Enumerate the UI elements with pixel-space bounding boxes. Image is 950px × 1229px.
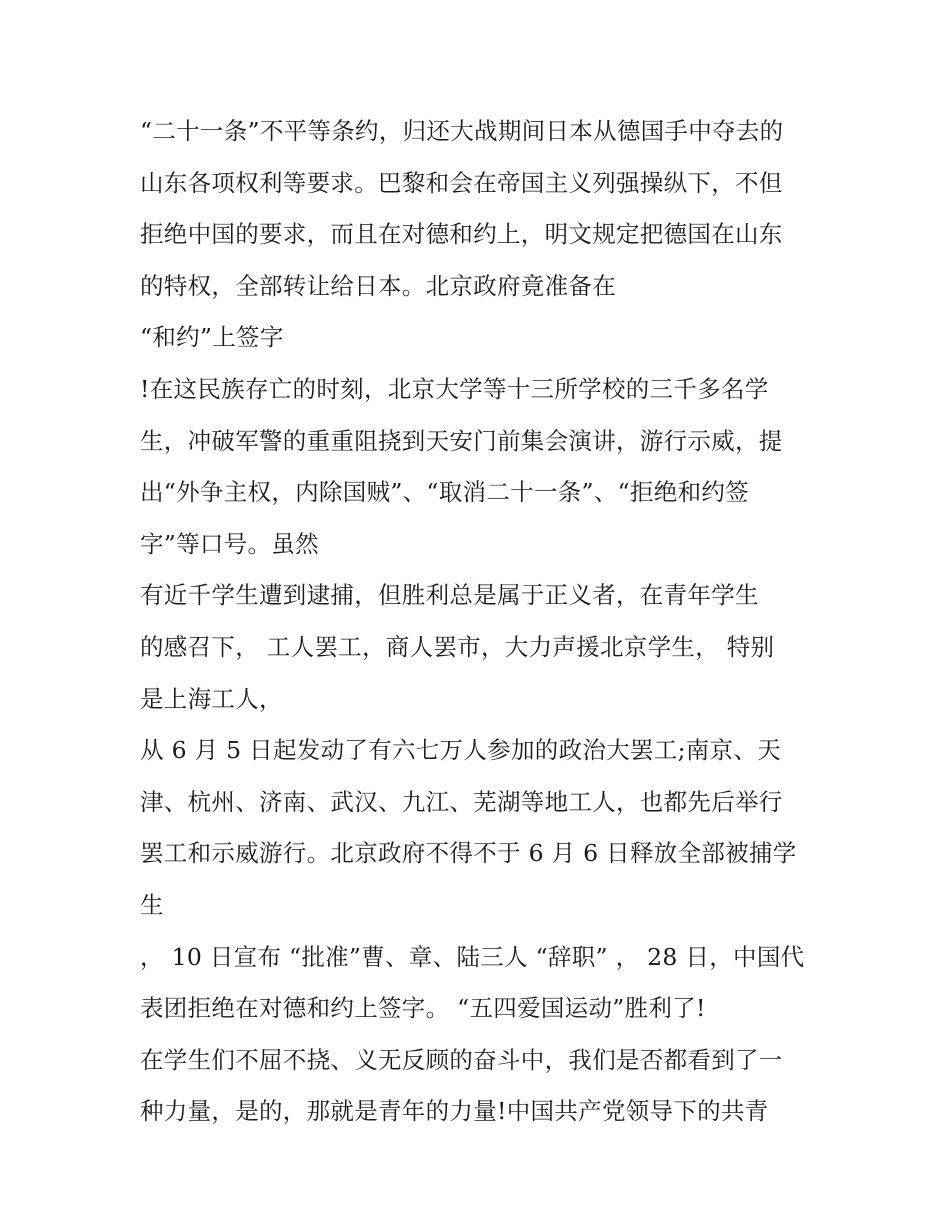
text-line: 的特权，全部转让给日本。北京政府竟准备在 <box>140 271 616 300</box>
text-line: ， 10 日宣布 “批准”曹、章、陆三人 “辞职” ， 28 日，中国代 <box>140 942 805 971</box>
text-line: 的感召下， 工人罢工，商人罢市，大力声援北京学生， 特别 <box>140 632 775 661</box>
text-line: !在这民族存亡的时刻，北京大学等十三所学校的三千多名学 <box>140 374 769 403</box>
text-line: 字”等口号。虽然 <box>140 529 319 558</box>
text-line: 山东各项权利等要求。巴黎和会在帝国主义列强操纵下，不但 <box>140 168 783 197</box>
text-line: 在学生们不屈不挠、义无反顾的奋斗中，我们是否都看到了一 <box>140 1045 783 1074</box>
text-line: 拒绝中国的要求，而且在对德和约上，明文规定把德国在山东 <box>140 220 783 249</box>
text-line: 从 6 月 5 日起发动了有六七万人参加的政治大罢工;南京、天 <box>140 736 781 765</box>
text-line: 罢工和示威游行。北京政府不得不于 6 月 6 日释放全部被捕学 <box>140 839 797 868</box>
text-line: “二十一条”不平等条约，归还大战期间日本从德国手中夺去的 <box>140 117 784 145</box>
text-line: 生，冲破军警的重重阻挠到天安门前集会演讲，游行示威，提 <box>140 426 783 455</box>
text-line: 是上海工人， <box>140 684 283 713</box>
text-line: 津、杭州、济南、武汉、九江、芜湖等地工人，也都先后举行 <box>140 787 783 816</box>
text-line: 有近千学生遭到逮捕，但胜利总是属于正义者，在青年学生 <box>140 581 759 610</box>
text-line: 种力量，是的，那就是青年的力量!中国共产党领导下的共青 <box>140 1097 769 1126</box>
body-text <box>140 106 820 1138</box>
text-line: “和约”上签字 <box>140 323 284 352</box>
text-line: 表团拒绝在对德和约上签字。 “五四爱国运动”胜利了! <box>140 994 706 1023</box>
text-line: 出“外争主权，内除国贼”、“取消二十一条”、“拒绝和约签 <box>140 478 749 507</box>
text-line: 生 <box>140 890 164 919</box>
